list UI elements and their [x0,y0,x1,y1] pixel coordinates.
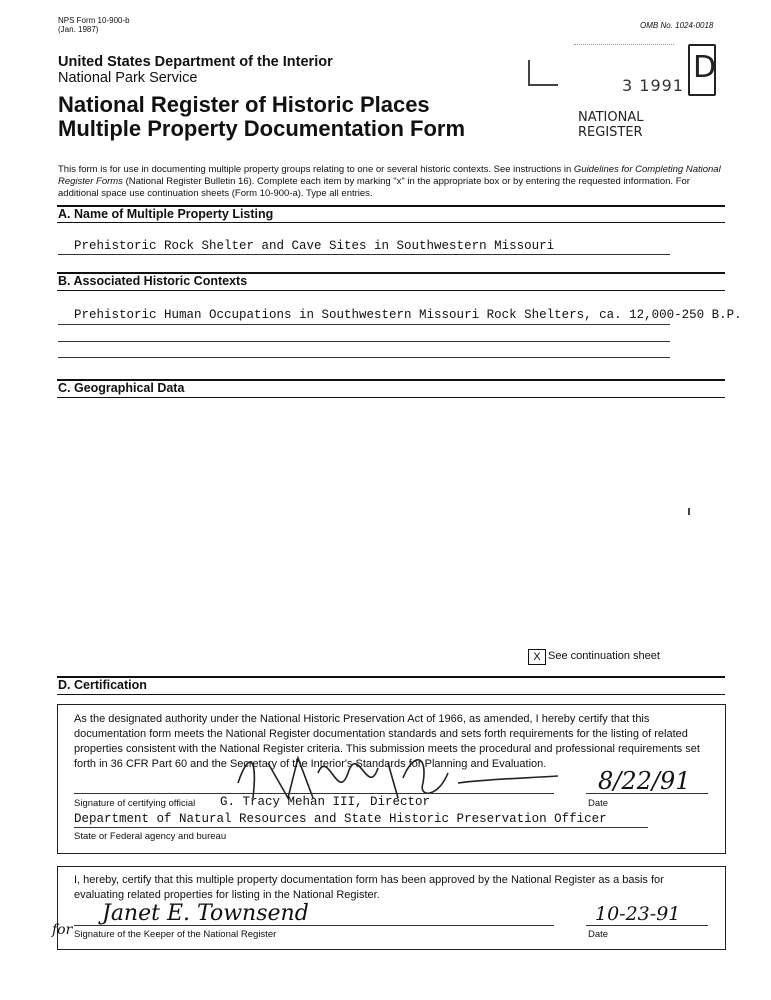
stamp-bracket [528,60,558,86]
certification-text: As the designated authority under the National Historic Preservation Act of 1966, as amended, I hereby certify that this documentation form meets the National Register documentation standards and sets forth requirements for the listing of related properties consistent with the National Register criteria. This submission meets the procedural and professional requirements set forth in 36 CFR Part 60 and the Secretary of the Interior's Standards for Planning and Evaluation. [74,713,700,770]
historic-context-value: Prehistoric Human Occupations in Southwestern Missouri Rock Shelters, ca. 12,000-250 B.P. [74,308,742,322]
section-d-title: D. Certification [58,678,147,692]
keeper-date-value: 10-23-91 [595,903,681,925]
scan-speck [688,508,690,515]
section-d-bottom-rule [57,694,725,695]
continuation-checkbox[interactable]: X [528,649,546,665]
instructions-part2: (National Register Bulletin 16). Complete each item by marking "x" in the appropriate box or by entering the requested information. For additional space use continuation sheets (Form 10-900-a). Type all entries. [58,176,690,199]
certifier-name: G. Tracy Mehan III, Director [220,795,431,809]
department-name: United States Department of the Interior [58,54,333,70]
section-b-title: B. Associated Historic Contexts [58,274,248,288]
keeper-signature: Janet E. Townsend [102,901,309,926]
section-b-bottom-rule [57,290,725,291]
section-a-bottom-rule [57,222,725,223]
agency-name: National Park Service [58,70,198,86]
received-stamp [522,40,722,145]
stamp-national: NATIONAL [578,110,644,125]
keeper-date-line [586,925,708,926]
form-date: (Jan. 1987) [58,25,99,34]
property-listing-name: Prehistoric Rock Shelter and Cave Sites in Southwestern Missouri [74,239,555,253]
continuation-label: See continuation sheet [548,650,660,662]
keeper-sig-line [74,925,554,926]
section-a-value-line [58,254,670,255]
instructions-guidelines: Guidelines for Completing National Register Forms [58,164,721,187]
agency-line [74,827,648,828]
section-d-top-rule [57,676,725,678]
certification-box [57,704,726,854]
certifier-sig-line [74,793,554,794]
form-title-line2: Multiple Property Documentation Form [58,116,466,141]
certifier-date-label: Date [588,798,609,809]
keeper-for-mark: for [52,922,73,938]
stamp-date: 3 1991 [622,76,684,95]
stamp-letter: D [693,50,717,85]
stamp-register: REGISTER [578,125,643,140]
keeper-box [52,866,726,950]
keeper-text: I, hereby, certify that this multiple property documentation form has been approved by the National Register as a basis for evaluating related properties for listing in the National Register. [74,874,664,901]
section-b-line-2 [58,341,670,342]
section-c-bottom-rule [57,397,725,398]
section-b-line-1 [58,324,670,325]
certifier-date-line [586,793,708,794]
form-title-line1: National Register of Historic Places [58,92,430,117]
keeper-date-label: Date [588,929,609,940]
section-c-title: C. Geographical Data [58,381,185,395]
instructions-text [58,164,726,200]
form-number: NPS Form 10-900-b [58,16,130,25]
stamp-smudge [574,44,674,59]
stamp-letter-box [688,44,716,96]
section-a-title: A. Name of Multiple Property Listing [58,207,274,221]
omb-number: OMB No. 1024-0018 [640,21,714,30]
certifying-agency: Department of Natural Resources and State Historic Preservation Officer [74,812,607,826]
keeper-sig-label: Signature of the Keeper of the National Register [74,929,277,940]
agency-label: State or Federal agency and bureau [74,831,227,842]
instructions-part1: This form is for use in documenting multiple property groups relating to one or several historic contexts. See instructions in [58,164,574,175]
section-b-line-3 [58,357,670,358]
certifier-sig-label: Signature of certifying official [74,798,196,809]
certifier-date-value: 8/22/91 [598,767,691,795]
